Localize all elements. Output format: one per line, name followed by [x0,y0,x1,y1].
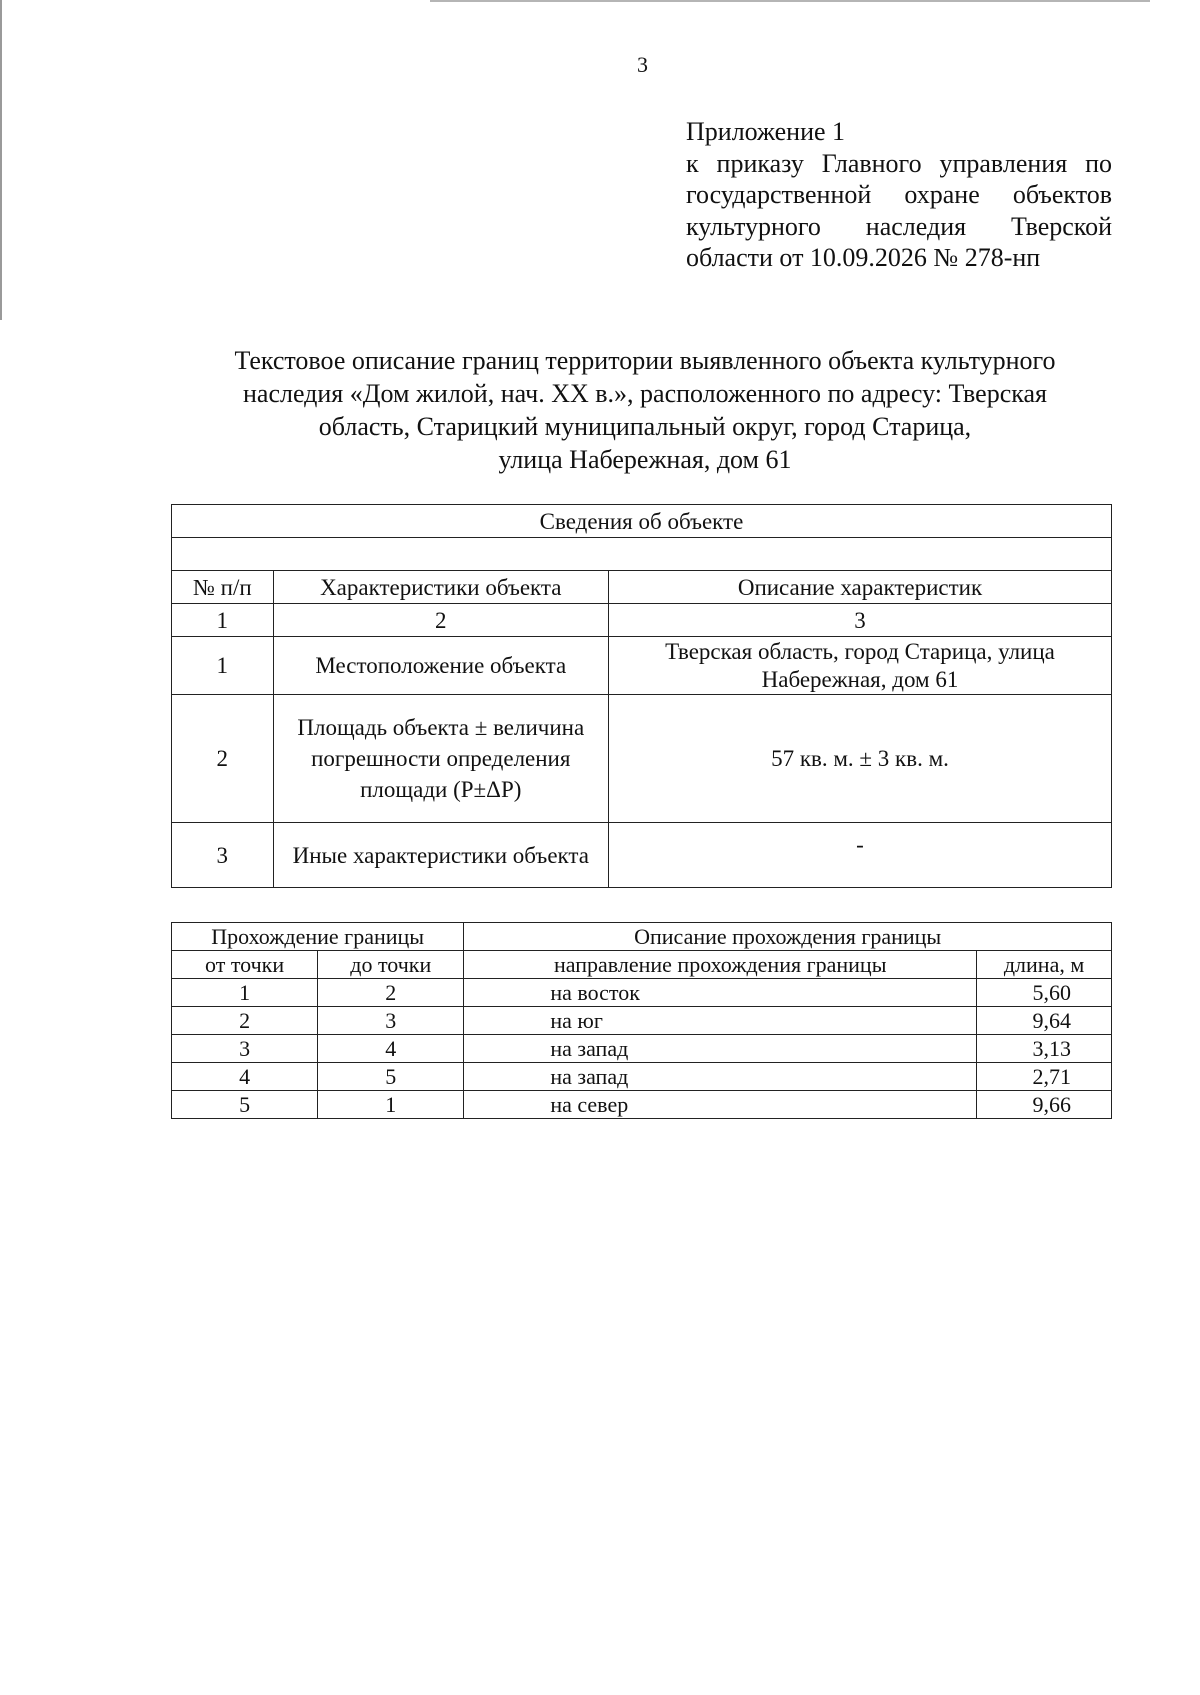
description-cell: Тверская область, город Старица, улица Набережная, дом 61 [608,637,1111,695]
row-number-cell: 2 [172,695,274,823]
table-row [172,637,1112,695]
length-cell: 3,13 [977,1035,1112,1063]
from-point-cell: 4 [172,1063,318,1091]
direction-cell: на восток [464,979,977,1007]
to-point-cell: 4 [318,1035,464,1063]
column-number-cell: 3 [608,604,1111,637]
header-length: длина, м [977,951,1112,979]
title-line: Текстовое описание границ территории выявленного объекта культурного [234,346,1056,375]
table-header-row [172,951,1112,979]
page-number: 3 [637,52,648,77]
table-row [172,979,1112,1007]
boundary-table [171,922,1112,1119]
table-row [172,1091,1112,1119]
to-point-cell: 5 [318,1063,464,1091]
to-point-cell: 1 [318,1091,464,1119]
from-point-cell: 1 [172,979,318,1007]
title-line: область, Старицкий муниципальный округ, город Старица, [318,412,972,441]
direction-cell: на запад [464,1063,977,1091]
direction-cell: на север [464,1091,977,1119]
direction-cell: на юг [464,1007,977,1035]
table-row [172,1007,1112,1035]
object-info-table [171,504,1112,888]
appendix-line: государственной охране объектов [686,180,1112,209]
title-line: улица Набережная, дом 61 [498,445,792,474]
appendix-line: к приказу Главного управления по [686,148,1112,178]
row-number-cell: 3 [172,823,274,888]
length-cell: 5,60 [977,979,1112,1007]
appendix-line: Приложение 1 [686,117,846,146]
header-passage: Прохождение границы [172,923,464,951]
characteristic-cell: Местоположение объекта [273,637,608,695]
table-row [172,823,1112,888]
header-cell-description: Описание характеристик [608,571,1111,604]
row-number-cell: 1 [172,637,274,695]
table-row [172,538,1112,571]
scan-edge-left [0,0,2,320]
scan-edge-top [430,0,1150,2]
header-from-point: от точки [172,951,318,979]
length-cell: 9,64 [977,1007,1112,1035]
direction-cell: на запад [464,1035,977,1063]
from-point-cell: 2 [172,1007,318,1035]
length-cell: 9,66 [977,1091,1112,1119]
header-cell-characteristic: Характеристики объекта [273,571,608,604]
to-point-cell: 2 [318,979,464,1007]
table-row [172,695,1112,823]
column-number-cell: 1 [172,604,274,637]
object-info-caption: Сведения об объекте [172,505,1112,538]
appendix-note [686,116,1112,274]
title-line: наследия «Дом жилой, нач. XX в.», расположенного по адресу: Тверская [242,379,1047,408]
header-description: Описание прохождения границы [464,923,1112,951]
appendix-line: области от 10.09.2026 № 278-нп [686,243,1041,272]
characteristic-cell: Иные характеристики объекта [273,823,608,888]
to-point-cell: 3 [318,1007,464,1035]
column-number-row [172,604,1112,637]
column-number-cell: 2 [273,604,608,637]
header-direction: направление прохождения границы [464,951,977,979]
from-point-cell: 5 [172,1091,318,1119]
table-row [172,1063,1112,1091]
appendix-line: культурного наследия Тверской [686,211,1112,241]
empty-cell [172,538,1112,571]
table-header-row [172,923,1112,951]
table-row [172,505,1112,538]
header-to-point: до точки [318,951,464,979]
characteristic-cell: Площадь объекта ± величина погрешности определения площади (Р±ΔР) [273,695,608,823]
length-cell: 2,71 [977,1063,1112,1091]
document-title [180,344,1110,476]
description-cell: 57 кв. м. ± 3 кв. м. [608,695,1111,823]
from-point-cell: 3 [172,1035,318,1063]
header-cell-number: № п/п [172,571,274,604]
table-row [172,1035,1112,1063]
table-header-row [172,571,1112,604]
description-cell: - [608,823,1111,888]
